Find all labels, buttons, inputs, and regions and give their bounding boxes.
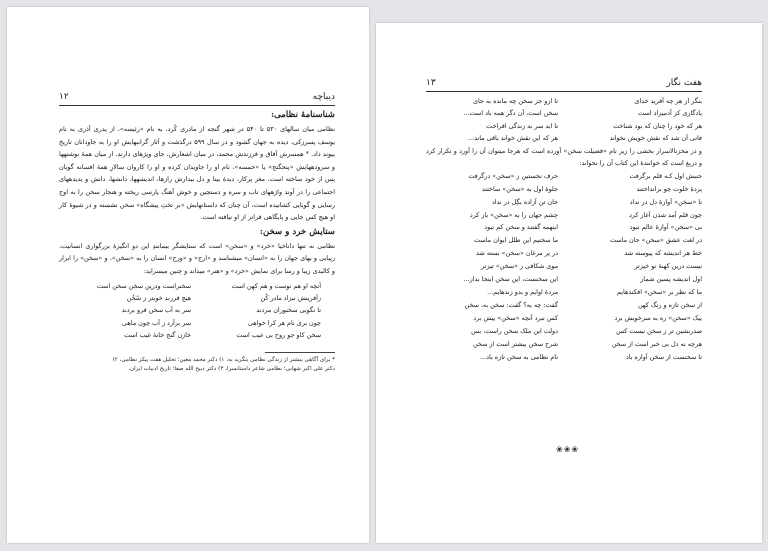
verse-hemistich: موی شکافی ز «سخن» تیزتر <box>481 262 558 271</box>
verse-hemistich: سر برآرد ز آب چون ماهی <box>122 318 191 327</box>
verse-hemistich: هر که خود را چنان که بود شناخت <box>613 121 702 130</box>
verse-hemistich: کس نبرد آنچه «سخن» پیش برد <box>473 313 558 322</box>
right-running-head: هفت نگار <box>666 78 702 88</box>
verse-hemistich: ما سخنیم این طلل ایوان ماست <box>474 236 558 245</box>
verse-hemistich: خازن گنج خانهٔ غیب است <box>124 331 191 340</box>
verse-hemistich: بی «سخن» آوازهٔ عالم نبود <box>629 223 702 232</box>
verse-hemistich: چون قلم آمد شدن آغاز کرد <box>628 210 702 219</box>
verse-block-top <box>426 95 702 145</box>
verse-hemistich: هیچ فرزند خوبتر ز سُخُن <box>126 293 191 302</box>
verse-hemistich: جان تن آزاده بگِل در نداد <box>491 197 558 206</box>
paragraph: نظامی نه تنها داناخیا «خرد» و «سخن» است که ستایشگر بیمانندِ این دو انگیزهٔ بزرگواری انسانیت، زیبایی و بهای جهان را به «انسان» میشناسد و «ارج» و «ورج» انسان را به «سخن»، و «سخن» را ابزار و کالبدی زیبا و رسا برای نمایش «خرد» و «هنر» میداند و چنین میسراید: <box>59 241 335 275</box>
verse-hemistich: پیک «سخن» ره به سرخویش برد <box>614 313 702 322</box>
verse-hemistich: هر که این نقش خواند باقی ماند... <box>468 134 558 143</box>
ornament-icon: ❀❀❀ <box>556 445 580 454</box>
verse-hemistich: در پر مرغان «سخن» بسته شد <box>475 249 558 258</box>
verse-hemistich: یادگاری کز آدمیزاد است <box>638 109 702 118</box>
verse-hemistich: چشم جهان را به «سخن» باز کرد <box>469 210 558 219</box>
right-page-header <box>426 77 702 92</box>
verse-hemistich: دولت این ملک سخن راست، بس <box>471 326 558 335</box>
verse-hemistich: شرح سخن بیشتر است از سخن <box>473 339 558 348</box>
verse-hemistich: ما که نظر بر «سخن» افکندهایم <box>616 287 702 296</box>
footnote: * برای آگاهی بیشتر از زندگی نظامی بنگرید به: ۱) دکتر محمد معین؛ تحلیل هفت پیکر نظامی، ۲) <box>112 356 335 363</box>
verse-hemistich: صدرنشین تر ز سخن نیست کس <box>616 326 702 335</box>
right-page-number: ۱۳ <box>426 78 436 88</box>
verse-hemistich: اول اندیشه پسین شمار <box>640 275 702 284</box>
verse-hemistich: تا سخنست از سخن آوازه باد <box>625 352 702 361</box>
verse-hemistich: مردهٔ اوایم و بدو زندهایم... <box>487 287 558 296</box>
verse-hemistich: گفت: چه به؟ گفت: سخن به، سخن <box>464 300 558 309</box>
right-page <box>376 23 762 543</box>
verse-hemistich: جلوهٔ اول به «سخن» ساختند <box>481 184 558 193</box>
verse-hemistich: حرف نخستین ز «سخن» درگرفت <box>468 171 558 180</box>
verse-hemistich: سخن است، آن دگر همه باد است... <box>463 109 558 118</box>
verse-hemistich: از سخن تازه و رنگ کهن <box>637 300 702 309</box>
verse-hemistich: در لغت عشق «سخن» جان ماست <box>610 236 702 245</box>
verse-hemistich: این سخنست، این سخن اینجا بدار... <box>463 275 558 284</box>
section-title: ستایش خرد و سخن: <box>259 226 335 237</box>
verse-hemistich: بنگر از هر چه آفرید خدای <box>634 97 702 105</box>
paragraph: و در مخزنالاسرار بخشی را زیر نام «فضیلت سخن» آورده است که هرجا میتوان آن را آورد و تکرار کرد و دریغ است که خوانندهٔ این کتاب آن را نخواند: <box>426 146 702 168</box>
left-page-header <box>59 91 335 106</box>
verse-hemistich: زآفرینش نبزاد مادر کُن <box>260 293 321 302</box>
verse-hemistich: هرچه نه دل بی خبر است از سخن <box>611 339 702 348</box>
left-page-number: ۱۲ <box>59 92 69 102</box>
verse-hemistich: جنبش اول کـه قلم برگرفت <box>629 171 702 180</box>
verse-hemistich: سخن کاو جو روح بی عیب است <box>236 331 321 340</box>
verse-hemistich: سخنراست ودرین سخن سخن است <box>96 281 191 290</box>
verse-hemistich: اینهمه گفتند و سخن کم نبود <box>484 223 558 232</box>
right-page-body <box>426 95 702 363</box>
verse-hemistich: نام نظامی به سخن تازه باد... <box>480 352 558 361</box>
section-title: شناسنامهٔ نظامی: <box>270 110 335 120</box>
footnote-divider <box>265 352 335 353</box>
verse-hemistich: سر به آب سخن فرو بردند <box>121 306 191 315</box>
verse-block <box>59 280 335 342</box>
verse-hemistich: آنچه او هم نوست و هم کهن است <box>231 281 321 290</box>
left-page-body <box>59 109 335 374</box>
verse-hemistich: تا ازو جز سخن چه مانده به جای <box>472 97 558 105</box>
left-running-head: دیباچه <box>312 92 335 102</box>
verse-hemistich: خط هر اندیشه که پیوسته شد <box>624 249 702 258</box>
left-page <box>7 7 369 543</box>
verse-hemistich: پردهٔ خلوت چو برانداختند <box>636 184 702 193</box>
verse-hemistich: نیست درین کهنهٔ نو خیزتر <box>634 262 702 271</box>
footnote: دکتر علی اکبر شهابی؛ نظامی شاعر داستانسرا، ۳) دکتر ذبیح الله صفا؛ تاریخ ادبیات ایران. <box>128 365 335 372</box>
verse-hemistich: تا نگویی سخنوران مردند <box>256 306 321 315</box>
verse-hemistich: تا ابد سر به زندگی افراخت <box>486 121 558 130</box>
paragraph: نظامی میان سالهای ۵۳۰ تا ۵۴۰ در شهر گنجه از مادری کُرد، به نام «رئیسه»، از پدری آذری به نام یوسف پسرزکی، دیده به جهان گشود و در سال ۵۹۹ درگذشت و آثار گرانبهایش او را به جاودانان تاریخ پیوند داد. * همسرش آفاق و فرزندش محمد، در میان اشعارش، جای ویژهای دارند. از میان همهٔ نوشتهها و سرودههایش «پنجگنج» یا «خمسه»، نام او را جاویدان کرده و او را کاروان سالارِ همهٔ افسانه گویان پس از خود ساخته است. مغز پرکار، دیدهٔ بینا و دل بیدارش رازها، اندیشهها، دانشها، دانش و پدیدههای اجتماعی را در آوند واژههای ناب و سره و دستچین و خوش آهنگ پارسی ریخته و هنجار سخن را به اوج رسایی و گویایی کشانیده است، آن چنان که داستانهایش «بر تختِ پیشگاه» سخن نشسته و در شیوهٔ کار او هیچ کس جایی و پایگاهی فراتر از او نیافته است. <box>59 125 336 222</box>
verse-hemistich: چون بری نام هر کرا خواهی <box>247 318 321 327</box>
verse-block-bottom <box>426 170 702 364</box>
verse-hemistich: فانی آن شد که نقش خویش نخواند <box>609 134 702 143</box>
verse-hemistich: تا «سخن» آوازهٔ دل در نداد <box>629 197 702 206</box>
